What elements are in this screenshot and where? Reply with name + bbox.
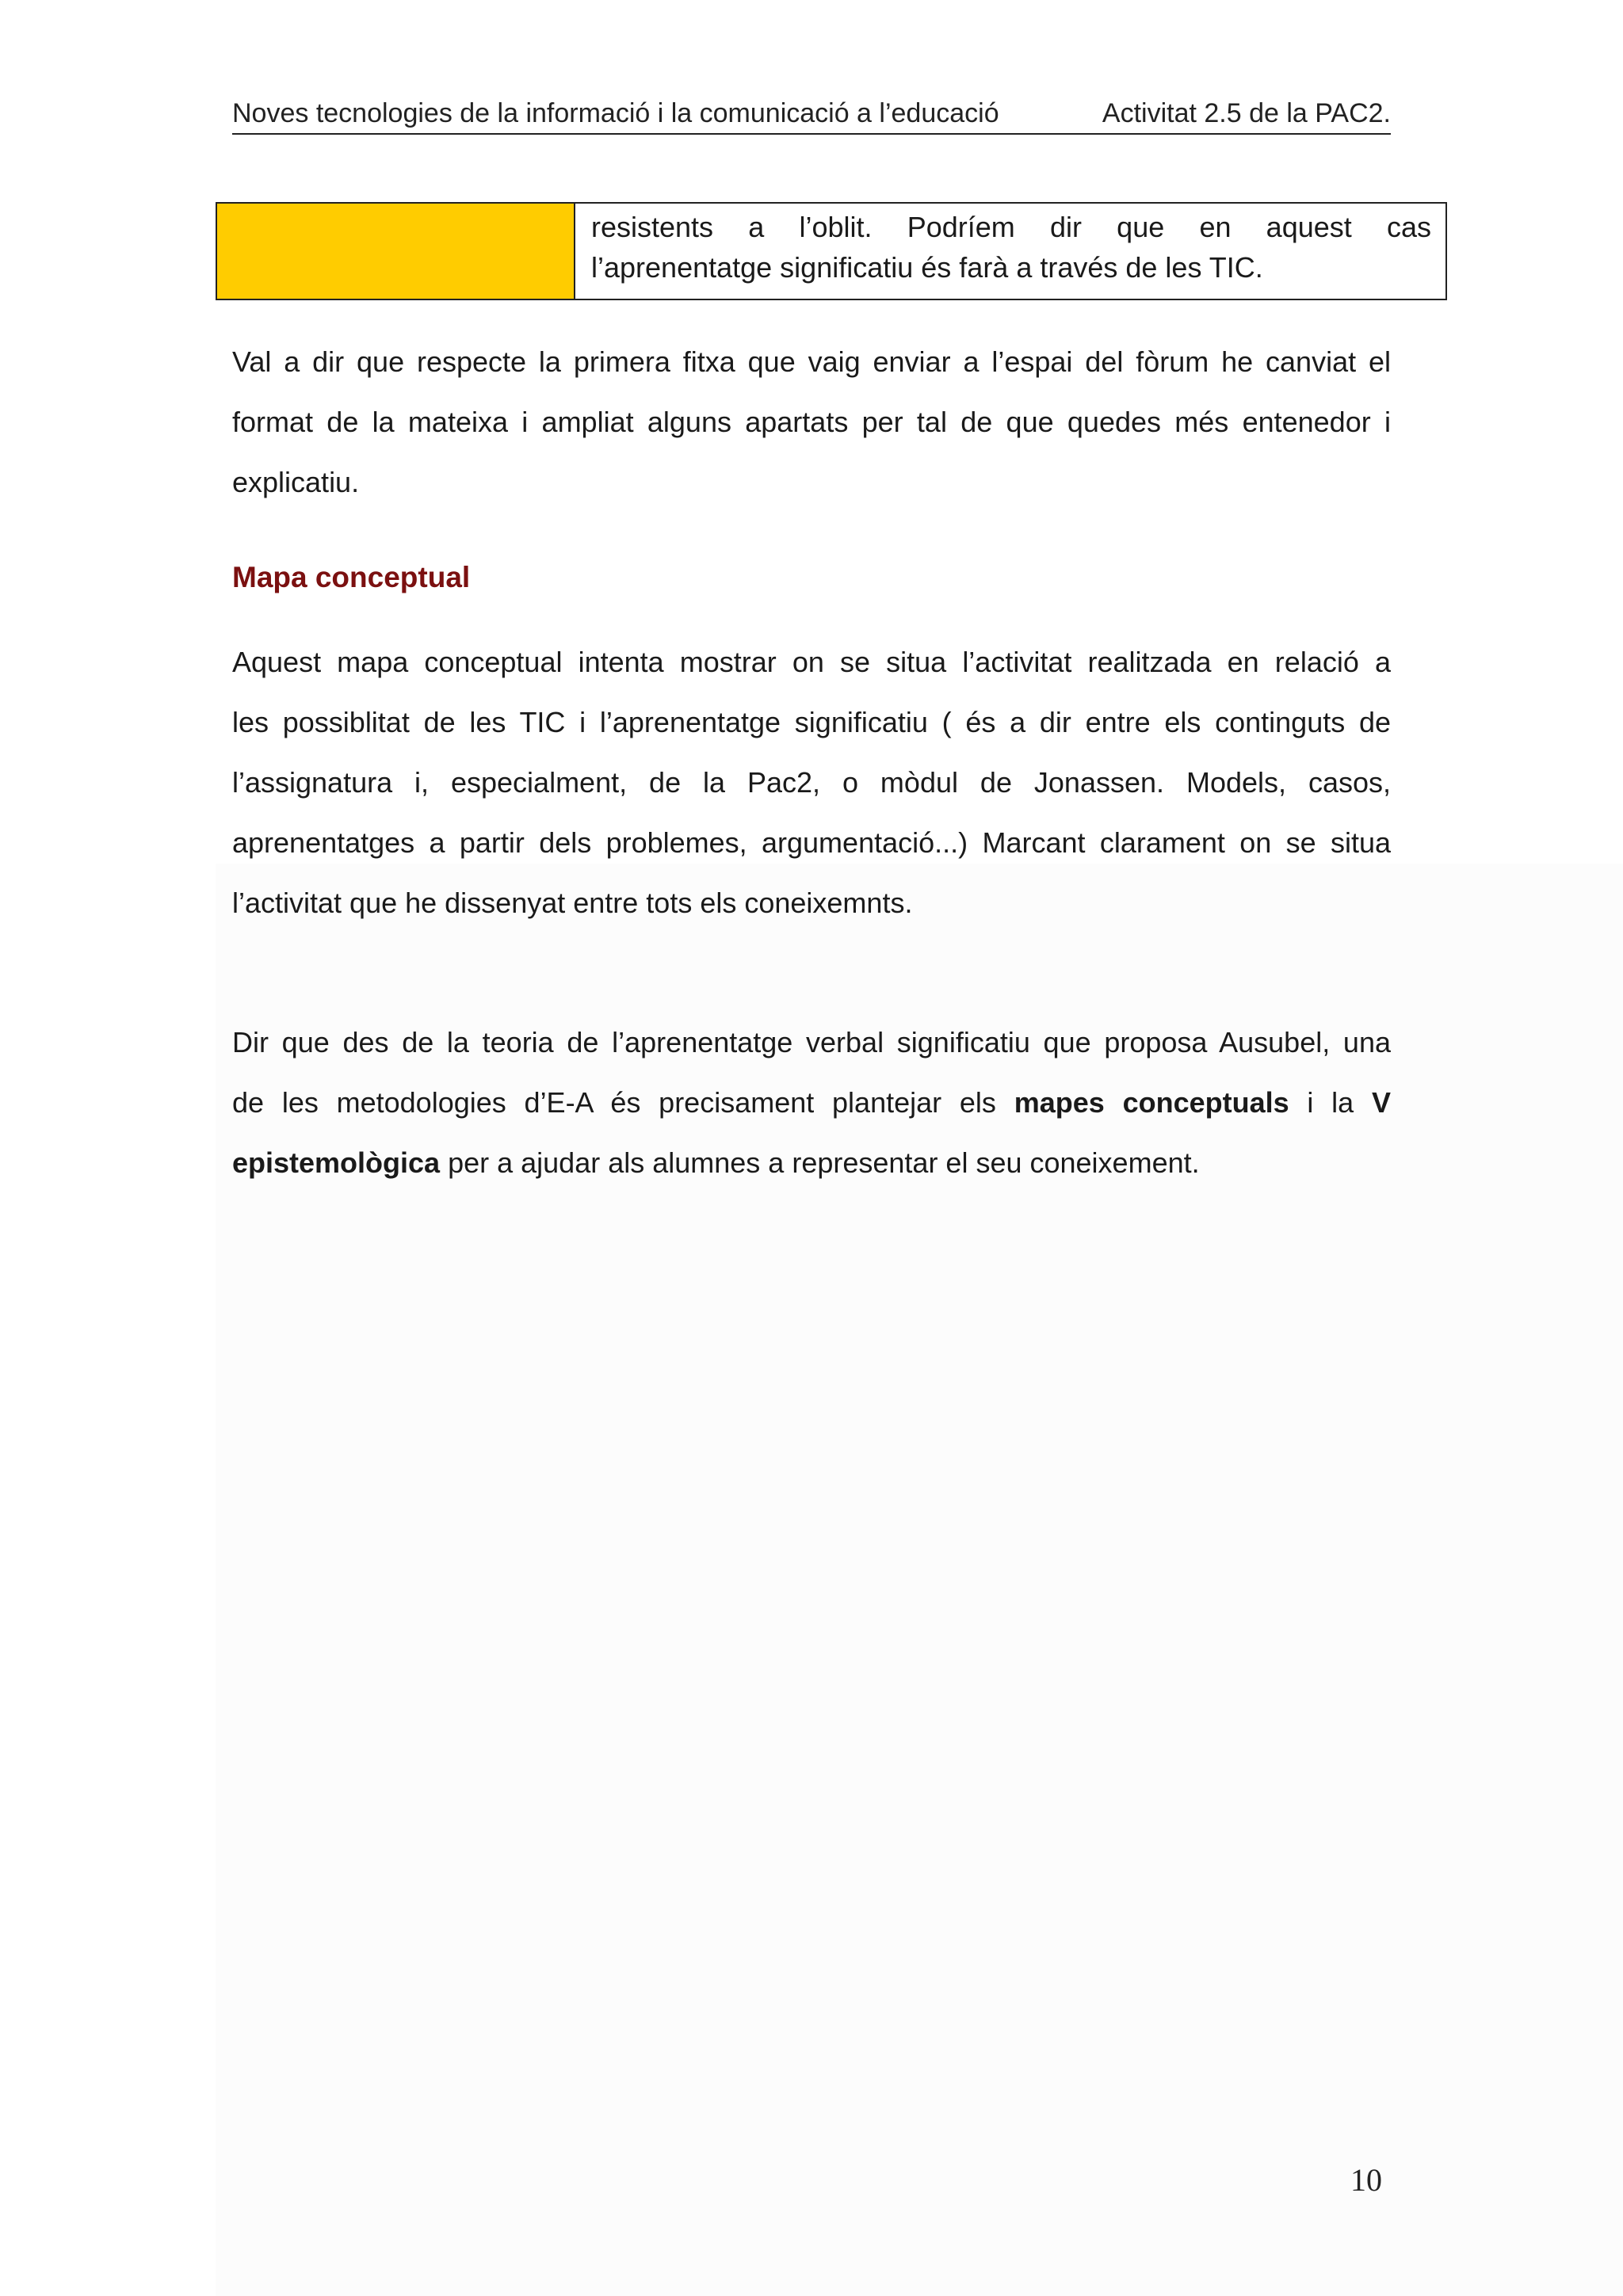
- paragraph-line: Dir que des de la teoria de l’aprenentatge verbal significatiu que proposa Ausubel, una: [232, 1026, 1391, 1058]
- paragraph-line: format de la mateixa i ampliat alguns apartats per tal de que quedes més entenedor i: [232, 406, 1391, 438]
- section-heading: Mapa conceptual: [232, 561, 471, 593]
- paragraph-line: les possiblitat de les TIC i l’aprenentatge significatiu ( és a dir entre els continguts de: [232, 706, 1391, 738]
- bold-term: mapes conceptuals: [1014, 1086, 1289, 1119]
- text-run: i la: [1289, 1086, 1372, 1119]
- bold-term: V: [1372, 1086, 1392, 1119]
- paragraph-line: Val a dir que respecte la primera fitxa que vaig enviar a l’espai del fòrum he canviat el: [232, 345, 1391, 378]
- paragraph-line: Aquest mapa conceptual intenta mostrar on se situa l’activitat realitzada en relació a: [232, 646, 1391, 678]
- bold-term: epistemològica: [232, 1146, 441, 1179]
- table-color-cell: [217, 204, 575, 299]
- paragraph-line: l’assignatura i, especialment, de la Pac2, o mòdul de Jonassen. Models, casos,: [232, 766, 1391, 799]
- table-text-cell: [575, 204, 1445, 299]
- table-fragment: [216, 202, 1447, 300]
- header-title: Noves tecnologies de la informació i la comunicació a l’educació: [232, 98, 999, 128]
- text-run: de les metodologies d’E-A és precisament plantejar els: [232, 1086, 1014, 1119]
- page-number: 10: [1350, 2162, 1382, 2198]
- paragraph-format-note: [232, 332, 1391, 513]
- table-text-line: l’aprenentatge significatiu és farà a través de les TIC.: [591, 251, 1263, 284]
- paragraph-line: [232, 1133, 1391, 1193]
- header-activity: Activitat 2.5 de la PAC2.: [1102, 98, 1391, 128]
- paragraph-ausubel: [232, 1013, 1391, 1193]
- paragraph-line: explicatiu.: [232, 466, 360, 498]
- paragraph-line: aprenentatges a partir dels problemes, argumentació...) Marcant clarament on se situa: [232, 826, 1391, 859]
- paragraph-line: l’activitat que he dissenyat entre tots els coneixemnts.: [232, 887, 913, 919]
- text-run: per a ajudar als alumnes a representar el seu coneixement.: [440, 1146, 1200, 1179]
- page-header: [232, 93, 1391, 135]
- paragraph-line: [232, 1073, 1391, 1133]
- table-text-line: resistents a l’oblit. Podríem dir que en aquest cas: [591, 211, 1431, 243]
- paragraph-concept-map: [232, 632, 1391, 933]
